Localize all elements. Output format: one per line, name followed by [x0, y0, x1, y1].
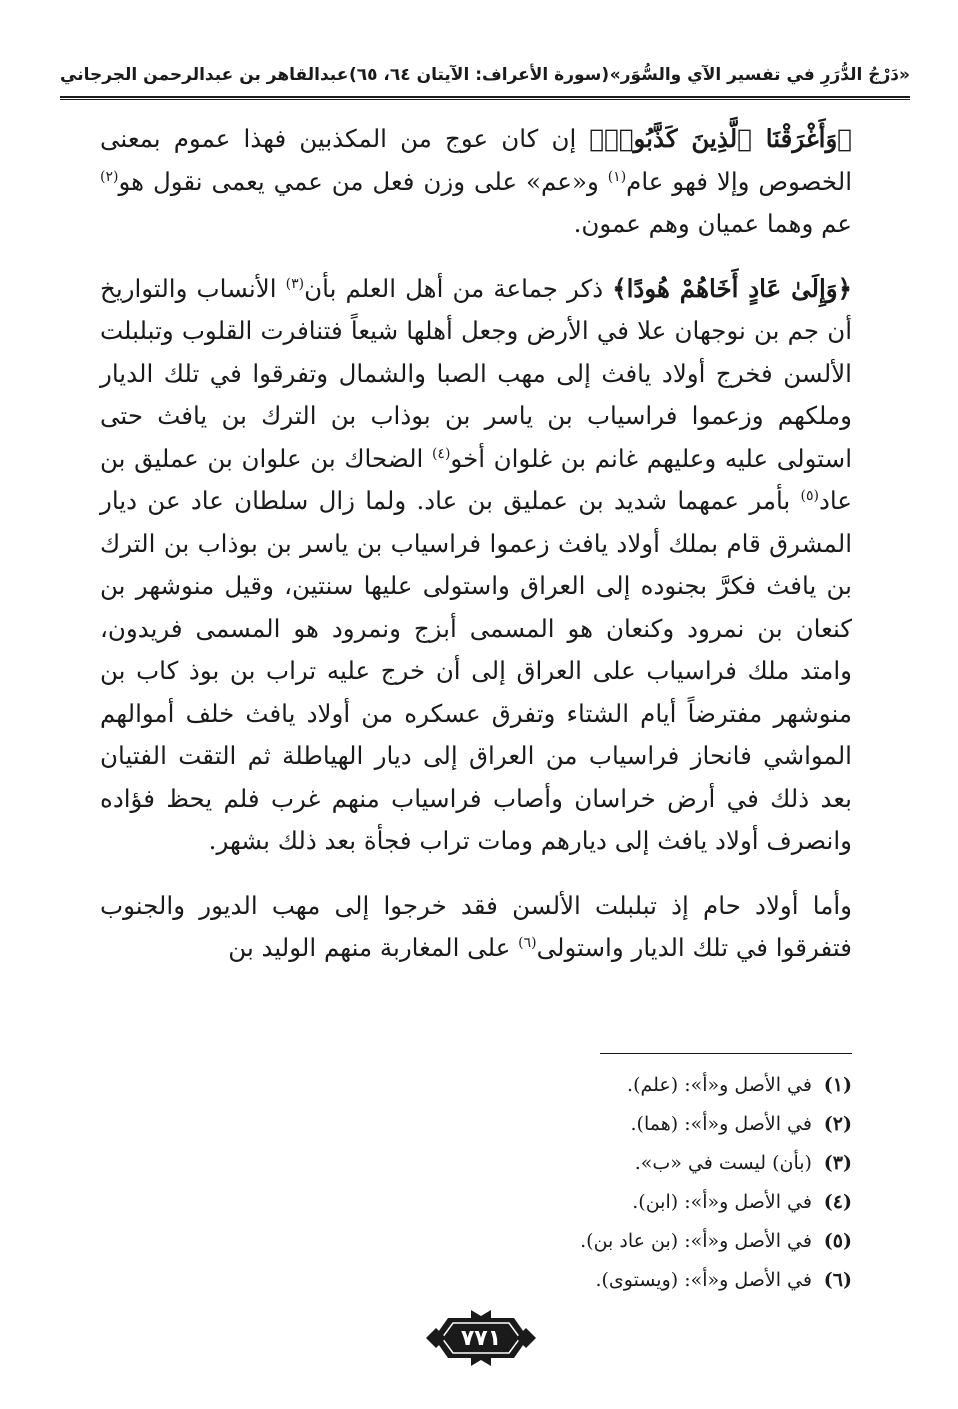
- footnote-number: (٣): [823, 1152, 852, 1174]
- paragraph-text: الأنساب والتواريخ أن جم بن نوجهان علا في الأرض وجعل أهلها شيعاً فتنافرت القلوب وتبلبلت الألسن فخرج أولاد يافث إلى مهب الصبا والشمال وتفرقوا في تلك الديار وملكهم وزعموا فراسياب بن ياسر بن بوذاب بن الترك بن يافث حتى استولى عليه وعليهم غانم بن غلوان أخو: [100, 273, 853, 473]
- quran-verse: ﴿وَأَغْرَقْنَا ٱلَّذِينَ كَذَّبُوا۟﴾: [589, 124, 853, 153]
- footnote-number: (٦): [823, 1269, 852, 1291]
- header-surah-reference: (سورة الأعراف: الآيتان ٦٤، ٦٥): [348, 65, 610, 85]
- footnote-2: [420, 1105, 852, 1144]
- footnote-marker: (٦): [518, 934, 537, 951]
- paragraph-text: بأمر عمهما شديد بن عمليق بن عاد. ولما زال سلطان عاد عن ديار المشرق قام بملك أولاد يافث زعموا فراسياب بن ياسر بن بوذاب بن الترك بن يافث فكرَّ بجنوده إلى العراق واستولى عليها سنتين، وقيل منوشهر بن كنعان بن نمرود وكنعان هو المسمى أبزج ونمرود هو المسمى فريدون، وامتد ملك فراسياب على العراق إلى أن خرج عليه تراب بن بوذ كاب بن منوشهر مفترضاً أيام الشتاء وتفرق عسكره من أولاد يافث خلف أموالهم المواشي فانحاز فراسياب من العراق إلى ديار الهياطلة ثم التقت الفتيان بعد ذلك في أرض خراسان وأصاب فراسياب منهم غرب فلم يحظ فؤاده وانصرف أولاد يافث إلى ديارهم ومات تراب فجأة بعد ذلك بشهر.: [100, 486, 852, 855]
- footnote-marker: (١): [607, 168, 627, 185]
- footnote-number: (٢): [823, 1113, 852, 1135]
- footnote-number: (٥): [823, 1230, 852, 1252]
- paragraph-text: وأما أولاد حام إذ تبلبلت الألسن فقد خرجوا إلى مهب الديور والجنوب فتفرقوا في تلك الديار واستولى: [100, 890, 852, 962]
- header-book-title: «دَرْجُ الدُّرَرِ في تفسير الآي والسُّوَر»: [609, 65, 910, 85]
- paragraph-1: [100, 118, 852, 246]
- footnote-text: في الأصل و«أ»: (ابن).: [632, 1191, 812, 1213]
- running-header: [60, 55, 910, 95]
- footnote-text: في الأصل و«أ»: (ويستوى).: [595, 1269, 812, 1291]
- quran-verse: ﴿وَإِلَىٰ عَادٍ أَخَاهُمْ هُودًا﴾: [612, 273, 852, 303]
- footnote-4: [420, 1183, 852, 1222]
- footnote-1: [420, 1066, 852, 1105]
- page-number: ٧٧١: [460, 1325, 502, 1351]
- footnote-marker: (٤): [431, 445, 451, 462]
- paragraph-3: [100, 885, 852, 970]
- footnote-marker: (٥): [800, 487, 819, 504]
- paragraph-2: [100, 268, 852, 863]
- footnote-text: في الأصل و«أ»: (بن عاد بن).: [580, 1230, 812, 1252]
- footnote-number: (٤): [823, 1191, 852, 1213]
- footnote-3: [420, 1144, 852, 1183]
- footnote-text: في الأصل و«أ»: (هما).: [630, 1113, 812, 1135]
- footnotes: [420, 1066, 852, 1300]
- paragraph-text: على المغاربة منهم الوليد بن: [228, 933, 519, 962]
- footnote-text: في الأصل و«أ»: (علم).: [627, 1074, 812, 1096]
- footnote-6: [420, 1261, 852, 1300]
- footnote-marker: (٣): [285, 275, 305, 292]
- footnote-number: (١): [823, 1074, 852, 1096]
- header-rule: [60, 96, 910, 100]
- paragraph-text: عم وهما عميان وهم عمون.: [573, 209, 852, 238]
- paragraph-text: إن كان عوج من المكذبين فهذا عموم بمعنى الخصوص وإلا فهو عام: [100, 124, 853, 196]
- footnote-separator: [600, 1053, 852, 1054]
- paragraph-text: الضحاك بن علوان بن عمليق بن عاد: [100, 443, 852, 515]
- paragraph-text: ذكر جماعة من أهل العلم بأن: [304, 273, 613, 303]
- header-author: عبدالقاهر بن عبدالرحمن الجرجاني: [60, 65, 349, 85]
- main-text: [100, 118, 852, 992]
- paragraph-text: و«عم» على وزن فعل من عمي يعمى نقول هو: [118, 166, 608, 196]
- footnote-5: [420, 1222, 852, 1261]
- page-number-ornament: [426, 1310, 536, 1366]
- footnote-marker: (٢): [100, 168, 119, 185]
- footnote-text: (بأن) ليست في «ب».: [634, 1152, 812, 1174]
